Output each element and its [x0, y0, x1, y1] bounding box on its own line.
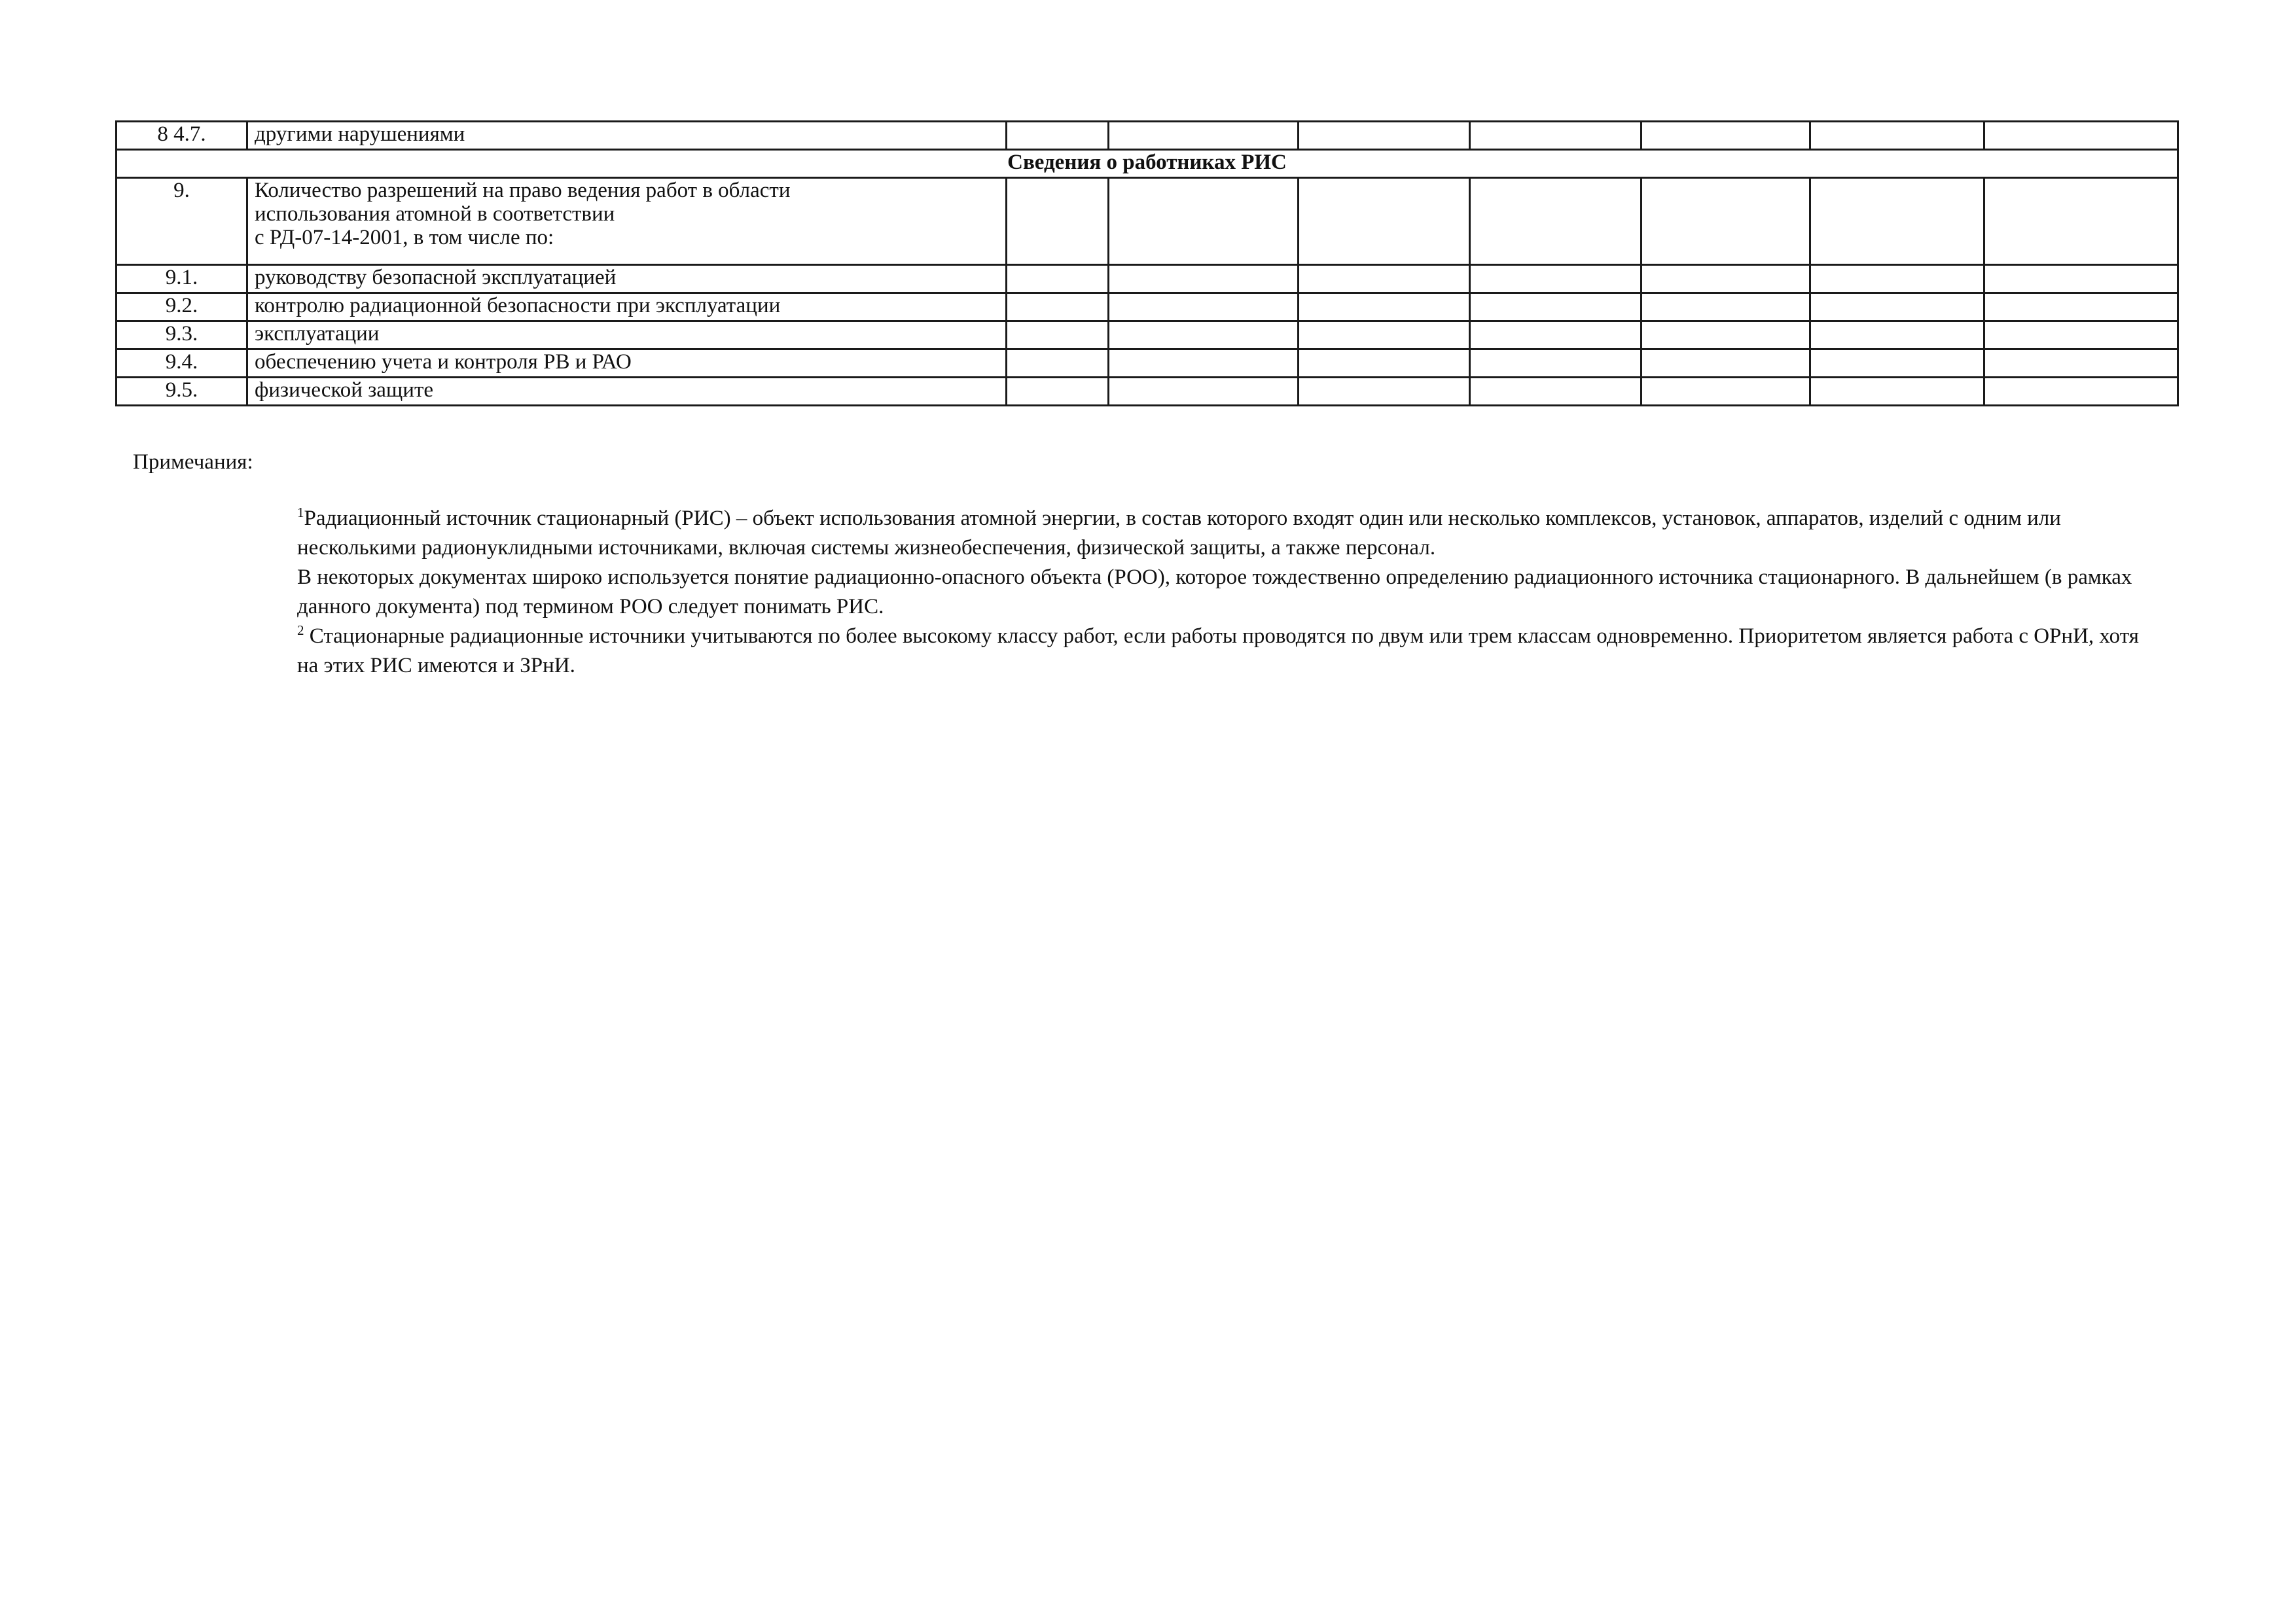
row-number: 9.4.: [117, 349, 247, 378]
data-cell: [1470, 293, 1641, 321]
table-row: [117, 265, 2178, 293]
table-row: [117, 122, 2178, 150]
data-cell: [1109, 265, 1299, 293]
data-cell: [1007, 378, 1109, 406]
data-cell: [1299, 293, 1470, 321]
row-label: обеспечению учета и контроля РВ и РАО: [247, 349, 1007, 378]
data-cell: [1641, 265, 1810, 293]
data-cell: [1109, 178, 1299, 265]
table-row: [117, 378, 2178, 406]
section-header-row: [117, 150, 2178, 178]
row-label: эксплуатации: [247, 321, 1007, 349]
row-number: 9.: [117, 178, 247, 265]
data-cell: [1810, 321, 1984, 349]
row-number: 9.1.: [117, 265, 247, 293]
data-cell: [1810, 265, 1984, 293]
data-cell: [1299, 265, 1470, 293]
row-label: контролю радиационной безопасности при эксплуатации: [247, 293, 1007, 321]
data-cell: [1810, 178, 1984, 265]
data-cell: [1007, 122, 1109, 150]
data-cell: [1299, 321, 1470, 349]
notes-title: Примечания:: [133, 450, 253, 474]
footnote-2: [297, 622, 2162, 681]
data-cell: [1470, 321, 1641, 349]
row-number: 9.5.: [117, 378, 247, 406]
data-cell: [1984, 349, 2178, 378]
data-cell: [1007, 349, 1109, 378]
data-cell: [1109, 321, 1299, 349]
data-cell: [1470, 122, 1641, 150]
footnote-1-continued: [297, 563, 2162, 622]
data-cell: [1470, 178, 1641, 265]
data-cell: [1299, 349, 1470, 378]
data-cell: [1810, 122, 1984, 150]
data-cell: [1109, 378, 1299, 406]
data-cell: [1984, 265, 2178, 293]
data-cell: [1810, 349, 1984, 378]
data-cell: [1984, 321, 2178, 349]
data-cell: [1641, 349, 1810, 378]
data-cell: [1299, 378, 1470, 406]
data-cell: [1007, 178, 1109, 265]
table-row: [117, 321, 2178, 349]
footnote-text: В некоторых документах широко используется понятие радиационно-опасного объекта (РОО), которое тождественно определению радиационного источника стационарного. В дальнейшем (в рамках данного документа) под термином РОО следует понимать РИС.: [297, 565, 2132, 618]
footnote-mark: 2: [297, 622, 304, 638]
table-row: [117, 293, 2178, 321]
data-cell: [1299, 122, 1470, 150]
notes-section: [297, 504, 2162, 681]
data-cell: [1984, 293, 2178, 321]
data-cell: [1641, 378, 1810, 406]
data-cell: [1641, 293, 1810, 321]
table-row: [117, 349, 2178, 378]
data-cell: [1109, 293, 1299, 321]
row-label: Количество разрешений на право ведения работ в области использования атомной в соответствии с РД-07-14-2001, в том числе по:: [247, 178, 1007, 265]
data-cell: [1007, 265, 1109, 293]
row-label: другими нарушениями: [247, 122, 1007, 150]
report-table: [115, 120, 2179, 406]
footnote-text: Радиационный источник стационарный (РИС) – объект использования атомной энергии, в состав которого входят один или несколько комплексов, установок, аппаратов, изделий с одним или несколькими радионуклидными источниками, включая системы жизнеобеспечения, физической защиты, а также персонал.: [297, 507, 2061, 560]
footnote-1: [297, 504, 2162, 563]
data-cell: [1641, 178, 1810, 265]
data-cell: [1470, 349, 1641, 378]
data-cell: [1007, 321, 1109, 349]
row-number: 9.2.: [117, 293, 247, 321]
row-label: физической защите: [247, 378, 1007, 406]
data-cell: [1007, 293, 1109, 321]
data-cell: [1299, 178, 1470, 265]
row-number: 8 4.7.: [117, 122, 247, 150]
data-cell: [1470, 265, 1641, 293]
data-cell: [1810, 378, 1984, 406]
data-cell: [1984, 122, 2178, 150]
data-cell: [1810, 293, 1984, 321]
footnote-mark: 1: [297, 505, 304, 520]
data-cell: [1984, 378, 2178, 406]
data-cell: [1109, 122, 1299, 150]
data-cell: [1641, 122, 1810, 150]
footnote-text: Стационарные радиационные источники учитываются по более высокому классу работ, если работы проводятся по двум или трем классам одновременно. Приоритетом является работа с ОРнИ, хотя на этих РИС имеются и ЗРнИ.: [297, 624, 2139, 677]
data-cell: [1984, 178, 2178, 265]
data-cell: [1641, 321, 1810, 349]
data-cell: [1470, 378, 1641, 406]
row-label: руководству безопасной эксплуатацией: [247, 265, 1007, 293]
table-row: [117, 178, 2178, 265]
section-heading: Сведения о работниках РИС: [117, 150, 2178, 178]
row-number: 9.3.: [117, 321, 247, 349]
data-cell: [1109, 349, 1299, 378]
